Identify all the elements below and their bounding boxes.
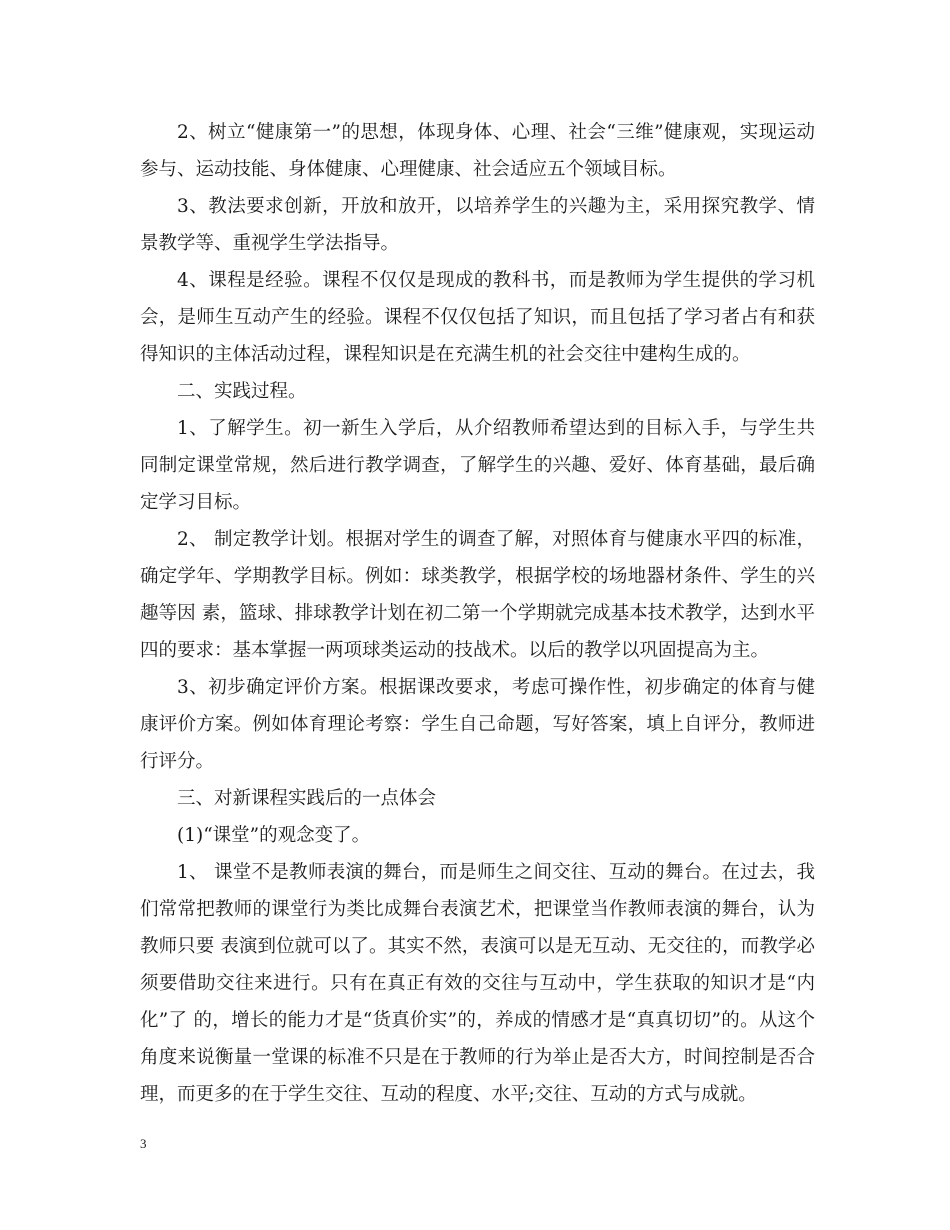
subheading-classroom-concept: (1)“课堂”的观念变了。 (177, 825, 371, 846)
paragraph-teaching-innovation: 3、教法要求创新，开放和放开，以培养学生的兴趣为主，采用探究教学、情景教学等、重视学生学法指导。 (140, 196, 815, 254)
paragraph-evaluation-plan: 3、初步确定评价方案。根据课改要求，考虑可操作性，初步确定的体育与健康评价方案。例如体育理论考察：学生自己命题，写好答案，填上自评分，教师进行评分。 (140, 677, 815, 772)
section-heading-practice-process: 二、实践过程。 (177, 381, 307, 402)
page-number: 3 (140, 1136, 147, 1151)
paragraph-understand-students: 1、了解学生。初一新生入学后，从介绍教师希望达到的目标入手，与学生共同制定课堂常规，然后进行教学调查，了解学生的兴趣、爱好、体育基础，最后确定学习目标。 (140, 418, 815, 513)
document-body (140, 114, 815, 1113)
paragraph-curriculum-experience: 4、课程是经验。课程不仅仅是现成的教科书，而是教师为学生提供的学习机会，是师生互动产生的经验。课程不仅仅包括了知识，而且包括了学习者占有和获得知识的主体活动过程，课程知识是在充满生机的社会交往中建构生成的。 (140, 270, 815, 365)
paragraph-health-first: 2、树立“健康第一”的思想，体现身体、心理、社会“三维”健康观，实现运动参与、运动技能、身体健康、心理健康、社会适应五个领域目标。 (140, 122, 815, 180)
paragraph-classroom-stage: 1、 课堂不是教师表演的舞台，而是师生之间交往、互动的舞台。在过去，我们常常把教师的课堂行为类比成舞台表演艺术，把课堂当作教师表演的舞台，认为教师只要 表演到位就可以了。其实不然，表演可以是无互动、无交往的，而教学必须要借助交往来进行。只有在真正有效的交往与互动中，学生获取的知识才是“内化”了 的，增长的能力才是“货真价实”的，养成的情感才是“真真切切”的。从这个角度来说衡量一堂课的标准不只是在于教师的行为举止是否大方，时间控制是否合 理，而更多的在于学生交往、互动的程度、水平;交往、互动的方式与成就。 (140, 862, 815, 1105)
paragraph-teaching-plan: 2、 制定教学计划。根据对学生的调查了解，对照体育与健康水平四的标准，确定学年、学期教学目标。例如：球类教学，根据学校的场地器材条件、学生的兴趣等因 素，篮球、排球教学计划在初二第一个学期就完成基本技术教学，达到水平四的要求：基本掌握一两项球类运动的技战术。以后的教学以巩固提高为主。 (140, 529, 815, 661)
section-heading-reflections: 三、对新课程实践后的一点体会 (177, 788, 437, 809)
